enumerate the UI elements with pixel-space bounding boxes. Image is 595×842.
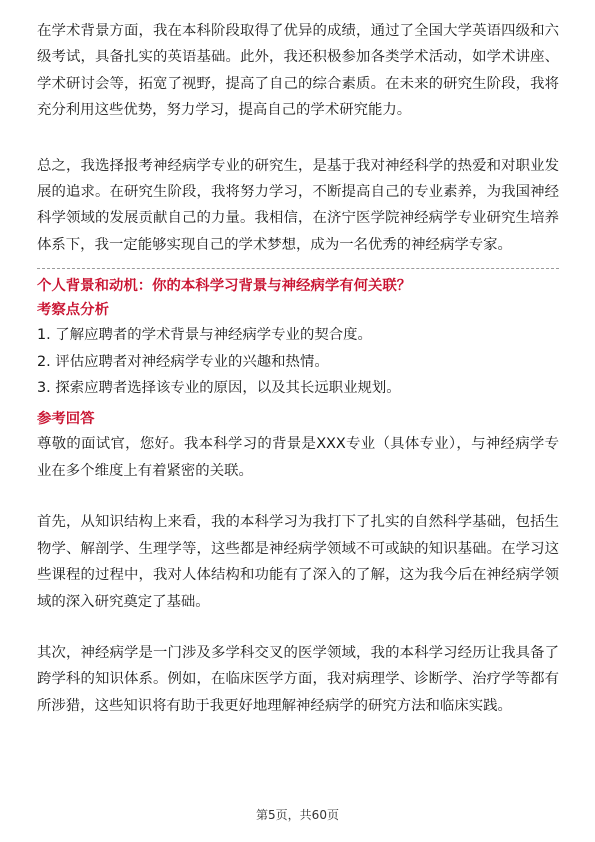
question-heading: 个人背景和动机：你的本科学习背景与神经病学有何关联？	[37, 278, 412, 295]
analysis-point: 1. 了解应聘者的学术背景与神经病学专业的契合度。	[37, 327, 372, 344]
page-number-footer: 第5页，共60页	[256, 808, 339, 822]
analysis-point: 2. 评估应聘者对神经病学专业的兴趣和热情。	[37, 353, 329, 370]
answer-paragraph-second: 其次，神经病学是一门涉及多学科交叉的医学领域，我的本科学习经历让我具备了跨学科的知识体系。例如，在临床医学方面，我对病理学、诊断学、治疗学等都有所涉猎，这些知识将有助于我更好地理解神经病学的研究方法和临床实践。	[37, 644, 559, 714]
page-content	[37, 18, 559, 719]
answer-title: 参考回答	[37, 411, 95, 428]
analysis-point: 3. 探索应聘者选择该专业的原因，以及其长远职业规划。	[37, 380, 401, 397]
intro-paragraph-academic: 在学术背景方面，我在本科阶段取得了优异的成绩，通过了全国大学英语四级和六级考试，具备扎实的英语基础。此外，我还积极参加各类学术活动，如学术讲座、学术研讨会等，拓宽了视野，提高了自己的综合素质。在未来的研究生阶段，我将充分利用这些优势，努力学习，提高自己的学术研究能力。	[37, 23, 559, 119]
analysis-title: 考察点分析	[37, 302, 109, 319]
answer-paragraph-greeting: 尊敬的面试官，您好。我本科学习的背景是XXX专业（具体专业），与神经病学专业在多个维度上有着紧密的关联。	[37, 436, 559, 479]
intro-paragraph-summary: 总之，我选择报考神经病学专业的研究生，是基于我对神经科学的热爱和对职业发展的追求。在研究生阶段，我将努力学习，不断提高自己的专业素养，为我国神经科学领域的发展贡献自己的力量。我相信，在济宁医学院神经病学专业研究生培养体系下，我一定能够实现自己的学术梦想，成为一名优秀的神经病学专家。	[37, 157, 559, 253]
section-divider	[37, 268, 559, 269]
answer-paragraph-first: 首先，从知识结构上来看，我的本科学习为我打下了扎实的自然科学基础，包括生物学、解剖学、生理学等，这些都是神经病学领域不可或缺的知识基础。在学习这些课程的过程中，我对人体结构和功能有了深入的了解，这为我今后在神经病学领域的深入研究奠定了基础。	[37, 514, 559, 610]
